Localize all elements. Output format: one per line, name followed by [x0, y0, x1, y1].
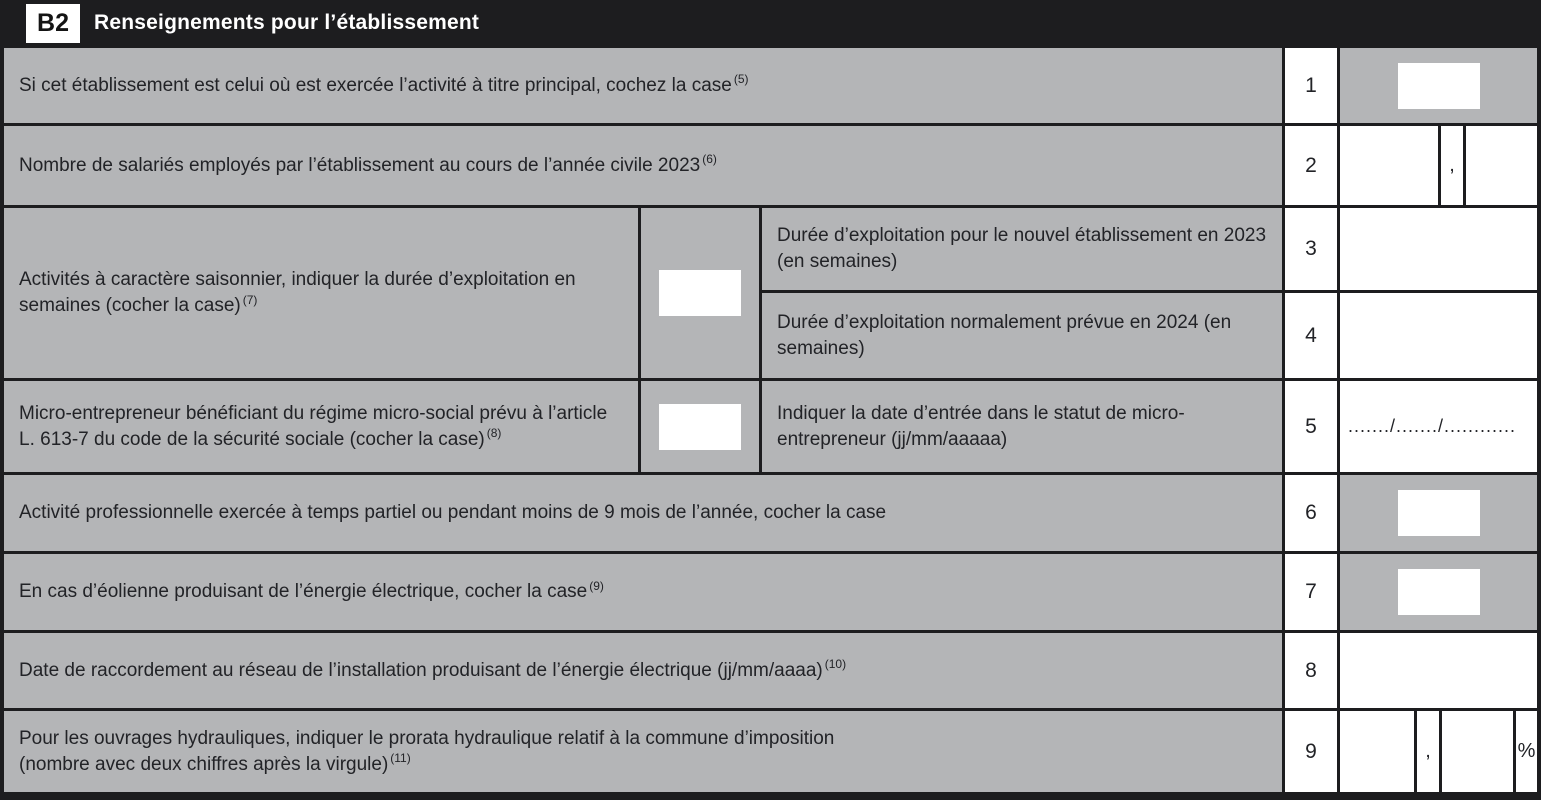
row-3-number: 3	[1285, 208, 1337, 290]
section-code-badge	[26, 4, 80, 43]
row-7-checkbox[interactable]	[1398, 569, 1480, 615]
row-5-number: 5	[1285, 381, 1337, 472]
rows-3-4-right	[762, 208, 1537, 378]
footnote-9: (9)	[589, 578, 604, 593]
footnote-6: (6)	[702, 152, 717, 167]
row-9-label-cell	[4, 711, 1282, 792]
row-9	[4, 711, 1537, 792]
footnote-7: (7)	[242, 292, 258, 307]
section-code: B2	[37, 8, 69, 37]
micro-checkbox-cell	[641, 381, 759, 472]
seasonal-checkbox-cell	[641, 208, 759, 378]
row-7-label-cell	[4, 554, 1282, 630]
row-2-answer-cell	[1340, 126, 1537, 205]
row-3	[762, 208, 1537, 290]
row-8-label: Date de raccordement au réseau de l’installation produisant de l’énergie électrique (jj/mm/aaaa) $^{(10)}$	[19, 657, 847, 681]
row-9-number: 9	[1285, 711, 1337, 792]
row-3-input[interactable]	[1340, 208, 1537, 290]
row-1-label: Si cet établissement est celui où est exercée l’activité à titre principal, cochez la case $^{(5)}$	[19, 72, 749, 96]
row-2-input-decimal[interactable]	[1466, 126, 1537, 205]
row-2	[4, 126, 1537, 205]
row-8-date-input[interactable]	[1340, 633, 1537, 708]
row-9-answer-cell	[1340, 711, 1537, 792]
row-4	[762, 293, 1537, 378]
row-9-decimal-separator: ,	[1417, 711, 1439, 792]
row-2-input-integer[interactable]	[1340, 126, 1438, 205]
row-6-number: 6	[1285, 475, 1337, 551]
row-5	[4, 381, 1537, 472]
row-7	[4, 554, 1537, 630]
row-6-label-cell	[4, 475, 1282, 551]
micro-checkbox[interactable]	[659, 404, 741, 450]
row-6-answer-cell	[1340, 475, 1537, 551]
row-6	[4, 475, 1537, 551]
footnote-10: (10)	[824, 657, 847, 672]
row-9-input-integer[interactable]	[1340, 711, 1414, 792]
row-5-date-input[interactable]: ......./......./............	[1340, 381, 1537, 472]
row-7-answer-cell	[1340, 554, 1537, 630]
section-header	[0, 0, 1541, 45]
footnote-8: (8)	[486, 426, 502, 441]
row-1	[4, 48, 1537, 123]
footnote-11: (11)	[390, 751, 411, 766]
form-body	[0, 45, 1541, 800]
row-9-label: Pour les ouvrages hydrauliques, indiquer le prorata hydraulique relatif à la commune d’imposition (nombre avec deux chiffres après la virgule) $^{(11)}$	[19, 727, 835, 775]
micro-label-cell	[4, 381, 638, 472]
row-4-label: Durée d’exploitation normalement prévue en 2024 (en semaines)	[762, 293, 1282, 378]
row-2-decimal-separator: ,	[1441, 126, 1463, 205]
row-8	[4, 633, 1537, 708]
row-8-label-cell	[4, 633, 1282, 708]
row-1-label-cell	[4, 48, 1282, 123]
row-9-input-decimal[interactable]	[1442, 711, 1513, 792]
row-2-label: Nombre de salariés employés par l’établissement au cours de l’année civile 2023 $^{(6)}$	[19, 152, 717, 176]
seasonal-checkbox[interactable]	[659, 270, 741, 316]
row-4-input[interactable]	[1340, 293, 1537, 378]
row-7-label: En cas d’éolienne produisant de l’énergie électrique, cocher la case $^{(9)}$	[19, 578, 604, 603]
micro-label: Micro-entrepreneur bénéficiant du régime micro-social prévu à l’article L. 613-7 du code de la sécurité sociale (cocher la case) $^{(8)}$	[19, 402, 608, 450]
row-1-number: 1	[1285, 48, 1337, 123]
row-2-label-cell	[4, 126, 1282, 205]
row-3-label: Durée d’exploitation pour le nouvel établissement en 2023 (en semaines)	[762, 208, 1282, 290]
seasonal-label-cell	[4, 208, 638, 378]
row-1-checkbox[interactable]	[1398, 63, 1480, 109]
footnote-5: (5)	[733, 72, 749, 87]
row-6-checkbox[interactable]	[1398, 490, 1480, 536]
row-4-number: 4	[1285, 293, 1337, 378]
row-5-label: Indiquer la date d’entrée dans le statut de micro-entrepreneur (jj/mm/aaaaa)	[762, 381, 1282, 472]
rows-3-4-block	[4, 208, 1537, 378]
seasonal-label: Activités à caractère saisonnier, indiquer la durée d’exploitation en semaines (cocher la case) $^{(7)}$	[19, 269, 576, 316]
row-8-number: 8	[1285, 633, 1337, 708]
section-title: Renseignements pour l’établissement	[94, 10, 480, 34]
row-6-label: Activité professionnelle exercée à temps partiel ou pendant moins de 9 mois de l’année, cocher la case	[19, 502, 887, 524]
row-7-number: 7	[1285, 554, 1337, 630]
row-1-answer-cell	[1340, 48, 1537, 123]
row-2-number: 2	[1285, 126, 1337, 205]
row-9-percent-sign: %	[1516, 711, 1537, 792]
